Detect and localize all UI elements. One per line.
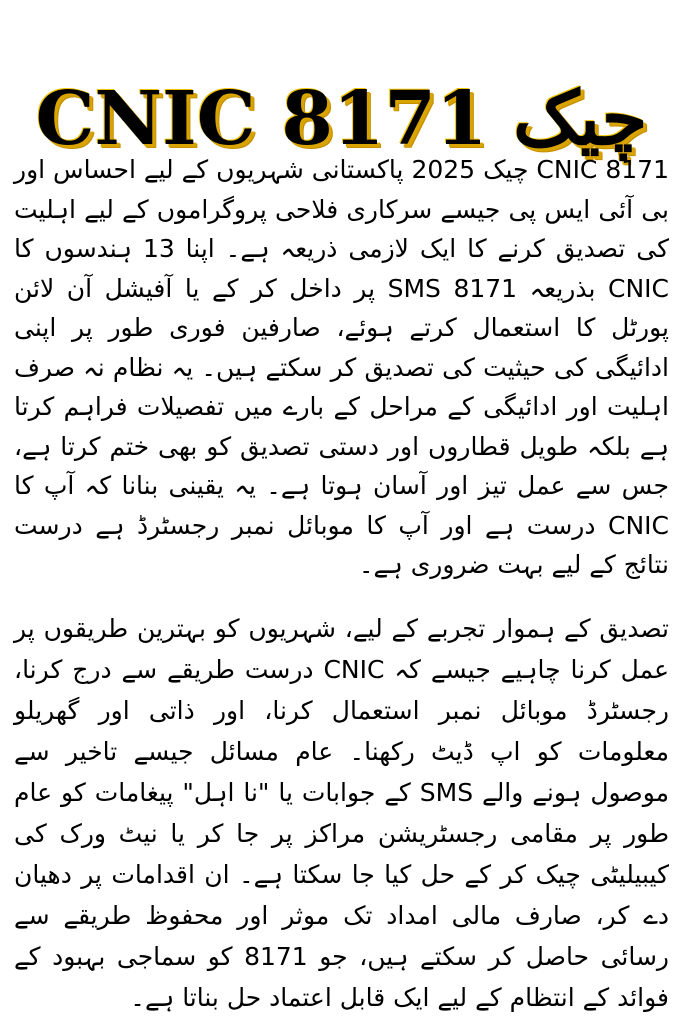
article-paragraph-1: CNIC 8171 چیک 2025 پاکستانی شہریوں کے لیے احساس اور بی آئی ایس پی جیسے سرکاری فلاحی پروگراموں کے لیے اہلیت کی تصدیق کرنے کا ایک لازمی ذریعہ ہے۔ اپنا 13 ہندسوں کا CNIC بذریعہ SMS 8171 پر داخل کر کے یا آفیشل آن لائن پورٹل کا استعمال کرتے ہوئے، صارفین فوری طور پر اپنی ادائیگی کی حیثیت کی تصدیق کر سکتے ہیں۔ یہ نظام نہ صرف اہلیت اور ادائیگی کے مراحل کے بارے میں تفصیلات فراہم کرتا ہے بلکہ طویل قطاروں اور دستی تصدیق کو بھی ختم کرتا ہے، جس سے عمل تیز اور آسان ہوتا ہے۔ یہ یقینی بنانا کہ آپ کا CNIC درست ہے اور آپ کا موبائل نمبر رجسٹرڈ ہے درست نتائج کے لیے بہت ضروری ہے۔	[14, 155, 670, 579]
article-paragraph-2: تصدیق کے ہموار تجربے کے لیے، شہریوں کو بہترین طریقوں پر عمل کرنا چاہیے جیسے کہ CNIC درست طریقے سے درج کرنا، رجسٹرڈ موبائل نمبر استعمال کرنا، اور ذاتی اور گھریلو معلومات کو اپ ڈیٹ رکھنا۔ عام مسائل جیسے تاخیر سے موصول ہونے والے SMS کے جوابات یا "نا اہل" پیغامات کو عام طور پر مقامی رجسٹریشن مراکز پر جا کر یا نیٹ ورک کی کیبیلیٹی چیک کر کے حل کیا جا سکتا ہے۔ ان اقدامات پر دھیان دے کر، صارف مالی امداد تک موثر اور محفوظ طریقے سے رسائی حاصل کر سکتے ہیں، جو 8171 کو سماجی بہبود کے فوائد کے انتظام کے لیے ایک قابل اعتماد حل بناتا ہے۔	[14, 614, 669, 1012]
page-title: چیک CNIC 8171	[35, 75, 648, 162]
